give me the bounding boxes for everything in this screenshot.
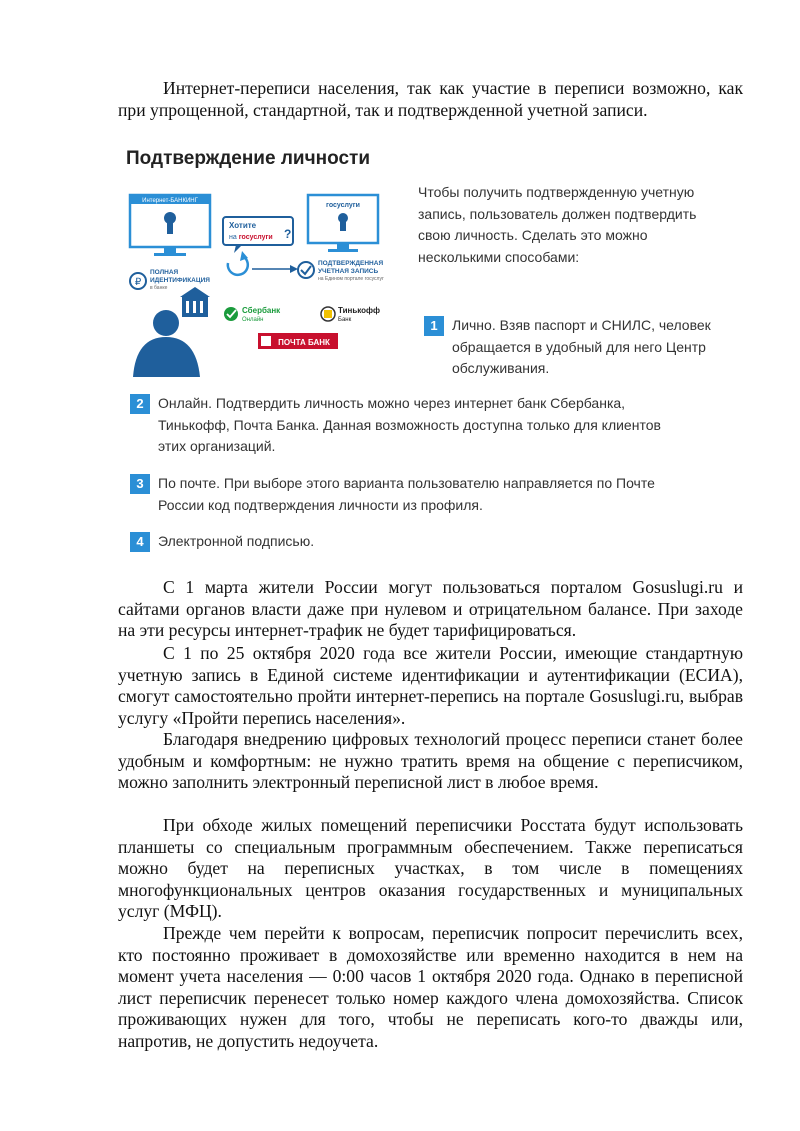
bank1-sub: Онлайн <box>242 317 264 323</box>
tinkoff-logo <box>321 306 380 323</box>
person-icon <box>133 287 210 377</box>
step-text: По почте. При выборе этого варианта пользователю направляется по Почте России код подтверждения личности из профиля. <box>158 475 655 513</box>
confirmed-account-icon <box>298 260 384 282</box>
paragraph-3: Благодаря внедрению цифровых технологий процесс переписи станет более удобным и комфортным: не нужно тратить время на общение с переписчиком, можно заполнить электронный переписной лист в любое время. <box>118 729 743 792</box>
paragraph-4: При обходе жилых помещений переписчики Росстата будут использовать планшеты со специальным программным обеспечением. Также переписаться можно будет на переписных участках, в том числе в помещениях многофункциональных центров оказания государственных и муниципальных услуг (МФЦ). <box>118 815 743 921</box>
step-number: 4 <box>130 532 150 552</box>
illustration <box>118 185 408 380</box>
full-id-line2: ИДЕНТИФИКАЦИЯ <box>150 277 210 284</box>
full-id-line3: в банке <box>150 285 168 291</box>
identity-confirmation-infographic <box>118 140 743 560</box>
bank1-name: Сбербанк <box>242 306 281 315</box>
step-number: 3 <box>130 474 150 494</box>
question-bubble <box>223 217 293 253</box>
bank2-sub: Банк <box>338 317 352 323</box>
paragraph-2: С 1 по 25 октября 2020 года все жители России, имеющие стандартную учетную запись в Единой системе идентификации и аутентификации (ЕСИА), смогут самостоятельно пройти интернет-перепись на портале Gosuslugi.ru, выбрав услугу «Пройти перепись населения». <box>118 643 743 728</box>
infographic-title: Подтверждение личности <box>126 148 370 169</box>
bank2-name: Тинькофф <box>338 306 381 315</box>
gosuslugi-monitor-icon <box>308 195 378 252</box>
paragraph-5: Прежде чем перейти к вопросам, переписчик попросит перечислить всех, кто постоянно проживает в домохозяйстве или временно находится в нем на момент учета населения — 0:00 часов 1 октября 2020 года. Однако в переписной лист переписчик перенесет только номер каждого члена домохозяйства. Список проживающих нужен для того, чтобы не переписать кого-то дважды или, напротив, не допустить недоучета. <box>118 923 743 1051</box>
paragraph-1: С 1 марта жители России могут пользоваться порталом Gosuslugi.ru и сайтами органов власти даже при нулевом и отрицательном балансе. При заходе на эти ресурсы интернет-трафик не будет тарифицироваться. <box>118 577 743 640</box>
question-line1: Хотите <box>229 221 257 230</box>
confirmed-line3: на Едином портале госуслуг <box>318 276 384 282</box>
banking-monitor-icon <box>130 195 210 256</box>
full-identification-icon <box>130 269 210 291</box>
svg-text:на госуслуги: на госуслуги <box>229 234 273 241</box>
full-id-line1: ПОЛНАЯ <box>150 269 179 276</box>
screen-left-label: Интернет-БАНКИНГ <box>142 198 198 204</box>
step-text: Онлайн. Подтвердить личность можно через интернет банк Сбербанка, Тинькофф, Почта Банка. Данная возможность доступна только для клиентов этих организаций. <box>158 395 661 454</box>
bank3-name: ПОЧТА БАНК <box>278 338 330 347</box>
step-text: Электронной подписью. <box>158 533 315 549</box>
confirmed-line1: ПОДТВЕРЖДЕННАЯ <box>318 260 384 267</box>
pochta-bank-logo <box>258 333 338 349</box>
step-text: Лично. Взяв паспорт и СНИЛС, человек обращается в удобный для него Центр обслуживания. <box>452 317 711 376</box>
sberbank-logo <box>224 306 281 323</box>
refresh-icon <box>228 251 248 275</box>
infographic-intro: Чтобы получить подтвержденную учетную запись, пользователь должен подтвердить свою личность. Сделать это можно несколькими способами: <box>418 184 697 265</box>
confirmed-line2: УЧЕТНАЯ ЗАПИСЬ <box>318 268 379 275</box>
screen-right-label: госуслуги <box>326 202 360 209</box>
step-number: 1 <box>424 316 444 336</box>
arrow-right-icon <box>252 265 298 273</box>
svg-text:₽: ₽ <box>134 277 142 288</box>
step-number: 2 <box>130 394 150 414</box>
svg-text:?: ? <box>284 227 292 241</box>
intro-paragraph: Интернет-переписи населения, так как участие в переписи возможно, как при упрощенной, стандартной, так и подтвержденной учетной записи. <box>118 78 743 120</box>
